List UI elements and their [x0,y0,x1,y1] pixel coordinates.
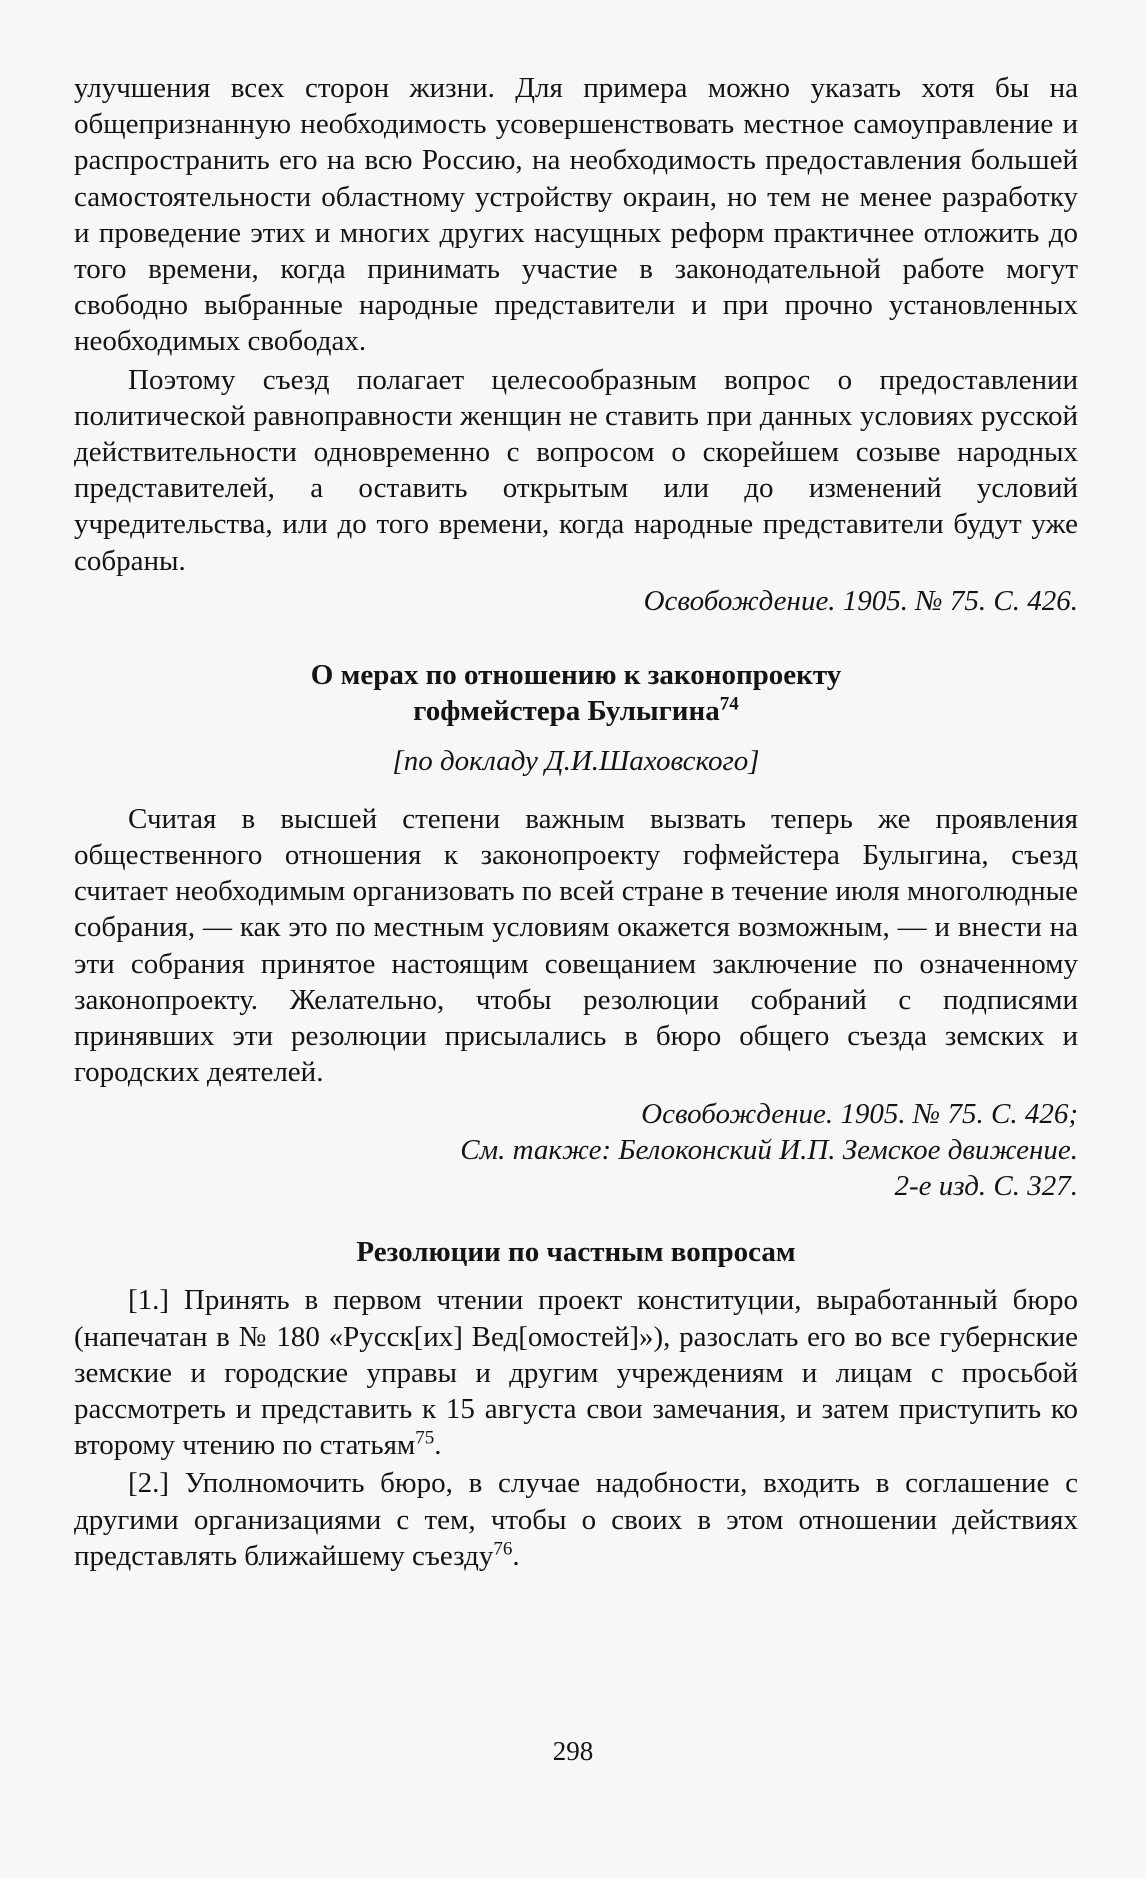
source-citation-2a: Освобождение. 1905. № 75. С. 426; [641,1098,1078,1131]
section-title-line2: гофмейстера Булыгина [413,694,720,727]
footnote-ref-74: 74 [719,693,739,715]
paragraph-bulygin: Считая в высшей степени важным вызвать теперь же проявления общественного отношения к законопроекту гофмейстера Булыгина, съезд считает необходимым организовать по всей стране в течение июля многолюдные собрания, — как это по местным условиям окажется возможным, — и внести на эти собрания принятое настоящим совещанием заключение по означенному законопроекту. Желательно, чтобы резолюции собраний с подписями принявших эти резолюции присылались в бюро общего съезда земских и городских деятелей. [74,802,1078,1089]
section-subtitle-bulygin: [по докладу Д.И.Шаховского] [392,744,760,777]
resolution-item-1-text: [1.] Принять в первом чтении проект конституции, выработанный бюро (напечатан в № 180 «Русск[их] Вед[омостей]»), разослать его во все губернские земские и городские управы и другим учреждениям и лицам с просьбой рассмотреть и представить к 15 августа свои замечания, и затем приступить ко второму чтению по статьям [74,1284,1078,1462]
paragraph-continuation: улучшения всех сторон жизни. Для примера можно указать хотя бы на общепризнанную необходимость усовершенствовать местное самоуправление и распространить его на всю Россию, на необходимость предоставления большей самостоятельности областному устройству окраин, но тем не менее разработку и проведение этих и многих других насущных реформ практичнее отложить до того времени, когда принимать участие в законодательной работе могут свободно выбранные народные представители и при прочно установленных необходимых свободах. [74,72,1078,358]
source-citation-1: Освобождение. 1905. № 75. С. 426. [643,584,1078,617]
section-title-line1: О мерах по отношению к законопроекту [310,658,842,691]
source-citation-2c: 2-е изд. С. 327. [894,1170,1078,1203]
footnote-ref-76: 76 [493,1538,513,1560]
page-content [74,70,1078,1574]
resolution-item-2-end: . [512,1539,520,1572]
section-title-resolutions: Резолюции по частным вопросам [356,1236,796,1269]
section-title-bulygin [74,657,1078,729]
resolution-item-2 [74,1465,1078,1574]
section-bulygin [74,657,1078,1205]
resolution-item-1 [74,1282,1078,1463]
page-number: 298 [552,1736,594,1766]
resolution-item-2-text: [2.] Уполномочить бюро, в случае надобности, входить в соглашение с другими организациями с тем, чтобы о своих в этом отношении действиях представлять ближайшему съезду [74,1467,1078,1572]
source-citation-2b: См. также: Белоконский И.П. Земское движение. [460,1134,1078,1167]
resolution-item-1-end: . [434,1429,442,1462]
footnote-ref-75: 75 [415,1427,435,1449]
paragraph-women-suffrage: Поэтому съезд полагает целесообразным вопрос о предоставлении политической равноправности женщин не ставить при данных условиях русской действительности одновременно с вопросом о скорейшем созыве народных представителей, а оставить открытым или до изменений условий учредительства, или до того времени, когда народные представители будут уже собраны. [74,363,1078,577]
section-resolutions [74,1234,1078,1574]
